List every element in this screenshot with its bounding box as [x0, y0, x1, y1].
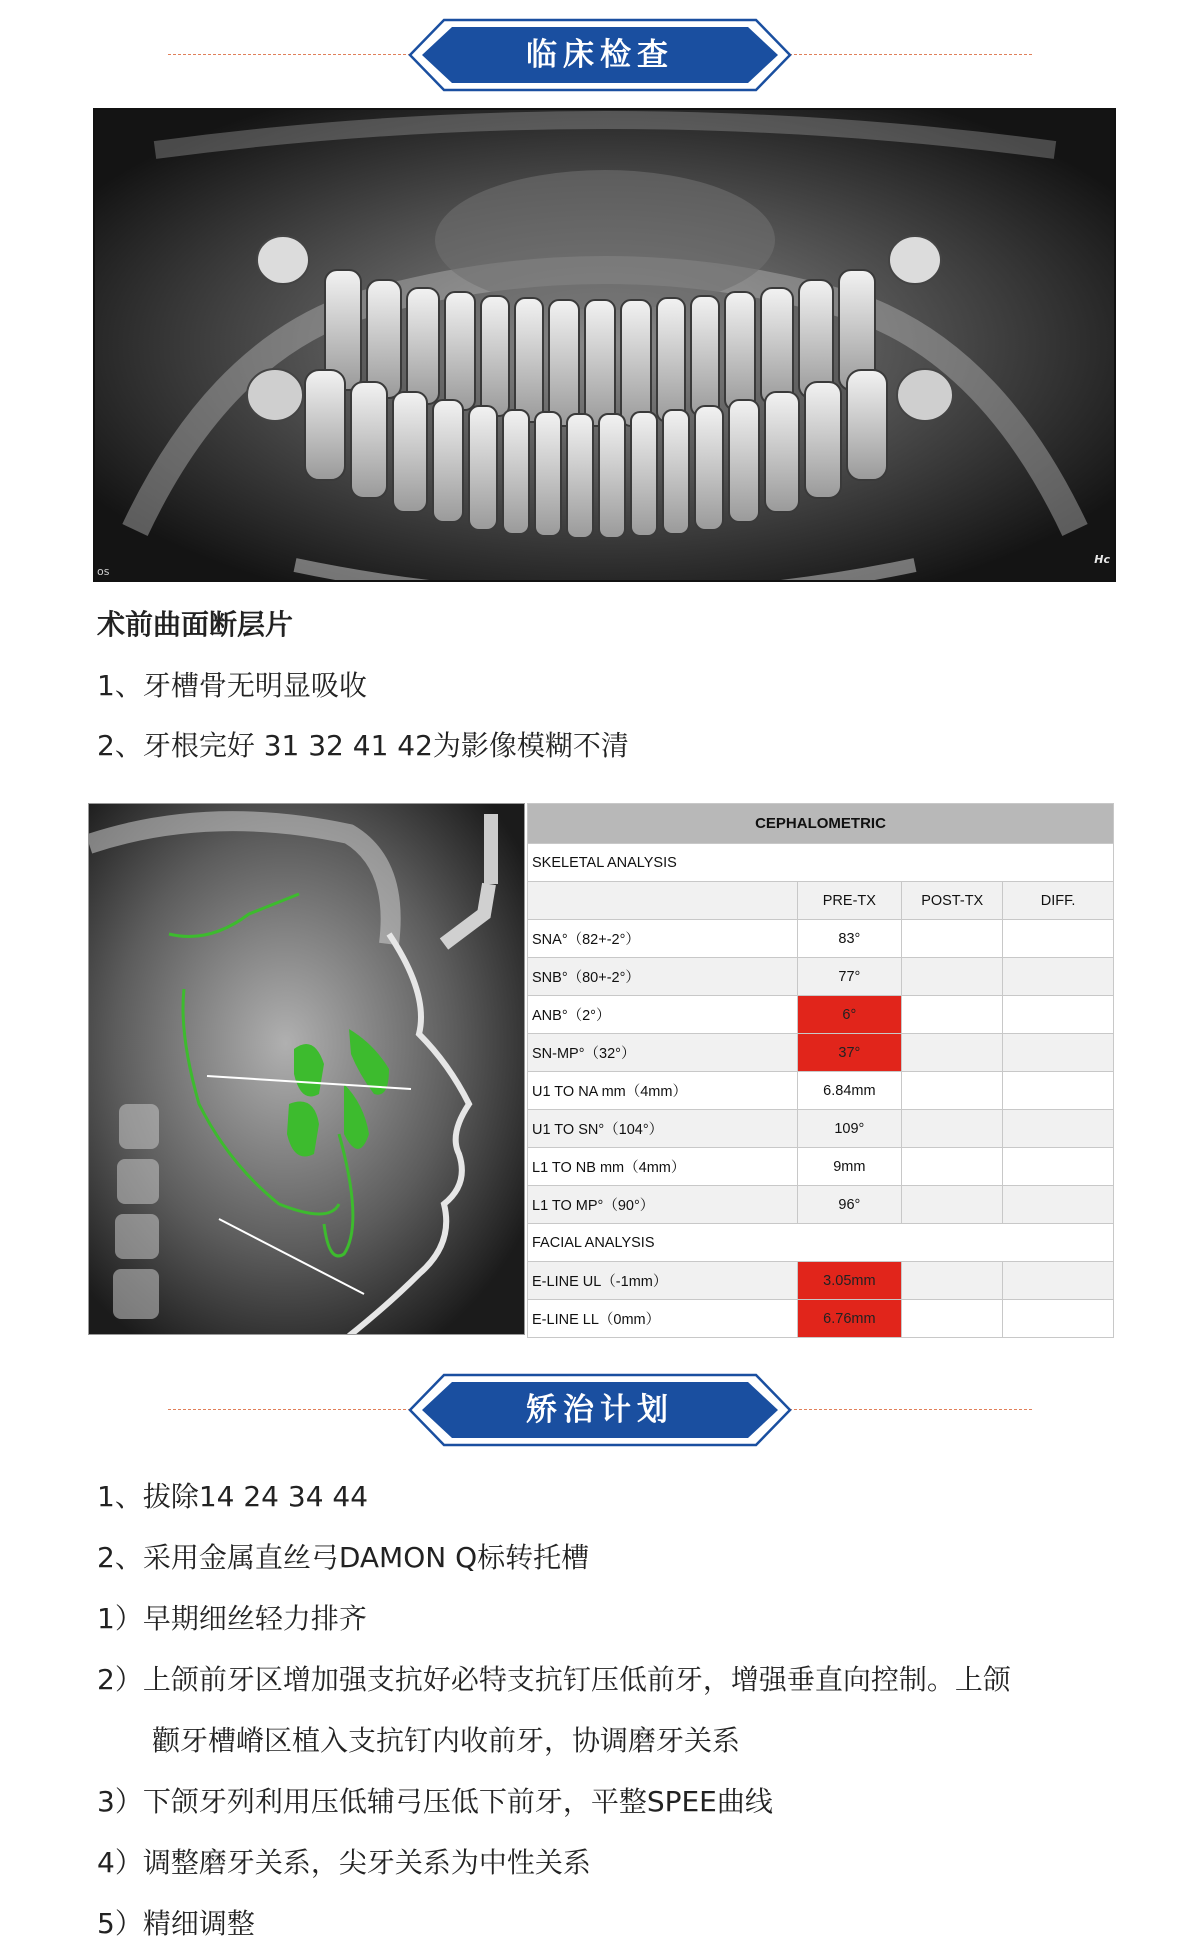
- skeletal-analysis-label: SKELETAL ANALYSIS: [528, 844, 1114, 882]
- diff-value: [1003, 1262, 1114, 1300]
- post-tx-value: [902, 920, 1003, 958]
- plan-item: 1）早期细丝轻力排齐: [97, 1602, 367, 1635]
- post-tx-value: [902, 958, 1003, 996]
- pre-tx-value: 9mm: [797, 1148, 902, 1186]
- pre-tx-value: 96°: [797, 1186, 902, 1224]
- pre-tx-value: 77°: [797, 958, 902, 996]
- table-header-blank: [528, 882, 798, 920]
- cephalometric-xray-image: [88, 803, 525, 1335]
- pre-tx-value: 83°: [797, 920, 902, 958]
- panoramic-findings: [97, 605, 629, 766]
- measure-label: E-LINE UL（-1mm）: [528, 1262, 798, 1300]
- table-row: [528, 1186, 1114, 1224]
- post-tx-value: [902, 1072, 1003, 1110]
- facial-analysis-label: FACIAL ANALYSIS: [528, 1224, 1114, 1262]
- column-header-pre-tx: PRE-TX: [797, 882, 902, 920]
- pre-tx-value: 6.84mm: [797, 1072, 902, 1110]
- table-row: [528, 1262, 1114, 1300]
- finding-item: 2、牙根完好 31 32 41 42为影像模糊不清: [97, 729, 629, 762]
- plan-item: 5）精细调整: [97, 1907, 255, 1940]
- plan-item-continuation: 颧牙槽嵴区植入支抗钉内收前牙，协调磨牙关系: [152, 1724, 741, 1757]
- table-row: [528, 958, 1114, 996]
- measure-label: SN-MP°（32°）: [528, 1034, 798, 1072]
- table-row: [528, 1072, 1114, 1110]
- treatment-plan-list: [97, 1477, 1011, 1944]
- plan-item: 2、采用金属直丝弓DAMON Q标转托槽: [97, 1541, 590, 1574]
- measure-label: SNA°（82+-2°）: [528, 920, 798, 958]
- post-tx-value: [902, 1034, 1003, 1072]
- panoramic-xray-image: [93, 108, 1116, 582]
- pre-tx-value-flagged: 3.05mm: [797, 1262, 902, 1300]
- pre-tx-value-flagged: 6.76mm: [797, 1300, 902, 1338]
- diff-value: [1003, 1072, 1114, 1110]
- diff-value: [1003, 1034, 1114, 1072]
- measure-label: SNB°（80+-2°）: [528, 958, 798, 996]
- diff-value: [1003, 920, 1114, 958]
- plan-item: 2）上颌前牙区增加强支抗好必特支抗钉压低前牙，增强垂直向控制。上颌: [97, 1663, 1011, 1696]
- table-row: [528, 920, 1114, 958]
- diff-value: [1003, 1186, 1114, 1224]
- section-header-clinical-exam: [0, 10, 1200, 100]
- pre-tx-value: 109°: [797, 1110, 902, 1148]
- post-tx-value: [902, 996, 1003, 1034]
- diff-value: [1003, 1110, 1114, 1148]
- post-tx-value: [902, 1148, 1003, 1186]
- measure-label: E-LINE LL（0mm）: [528, 1300, 798, 1338]
- diff-value: [1003, 1148, 1114, 1186]
- measure-label: U1 TO NA mm（4mm）: [528, 1072, 798, 1110]
- xray-corner-label-right: Hc: [1094, 553, 1110, 566]
- panoramic-caption: 术前曲面断层片: [97, 608, 294, 641]
- post-tx-value: [902, 1186, 1003, 1224]
- table-row: [528, 1034, 1114, 1072]
- section-title: 临床检查: [526, 37, 674, 73]
- section-title: 矫治计划: [526, 1392, 674, 1428]
- measure-label: L1 TO MP°（90°）: [528, 1186, 798, 1224]
- post-tx-value: [902, 1110, 1003, 1148]
- diff-value: [1003, 958, 1114, 996]
- measure-label: L1 TO NB mm（4mm）: [528, 1148, 798, 1186]
- pre-tx-value-flagged: 37°: [797, 1034, 902, 1072]
- xray-corner-label-left: os: [97, 565, 110, 578]
- plan-item: 1、拔除14 24 34 44: [97, 1480, 369, 1513]
- table-row: [528, 996, 1114, 1034]
- finding-item: 1、牙槽骨无明显吸收: [97, 669, 367, 702]
- table-title: CEPHALOMETRIC: [528, 804, 1114, 844]
- divider-left: [168, 1409, 416, 1410]
- divider-right: [784, 1409, 1032, 1410]
- plan-item: 3）下颌牙列利用压低辅弓压低下前牙，平整SPEE曲线: [97, 1785, 773, 1818]
- post-tx-value: [902, 1300, 1003, 1338]
- plan-item: 4）调整磨牙关系，尖牙关系为中性关系: [97, 1846, 591, 1879]
- diff-value: [1003, 1300, 1114, 1338]
- column-header-post-tx: POST-TX: [902, 882, 1003, 920]
- table-row: [528, 1300, 1114, 1338]
- cephalometric-table: [527, 803, 1114, 1335]
- post-tx-value: [902, 1262, 1003, 1300]
- divider-left: [168, 54, 416, 55]
- divider-right: [784, 54, 1032, 55]
- measure-label: ANB°（2°）: [528, 996, 798, 1034]
- table-row: [528, 1110, 1114, 1148]
- measure-label: U1 TO SN°（104°）: [528, 1110, 798, 1148]
- diff-value: [1003, 996, 1114, 1034]
- table-row: [528, 1148, 1114, 1186]
- pre-tx-value-flagged: 6°: [797, 996, 902, 1034]
- column-header-diff: DIFF.: [1003, 882, 1114, 920]
- section-header-treatment-plan: [0, 1365, 1200, 1455]
